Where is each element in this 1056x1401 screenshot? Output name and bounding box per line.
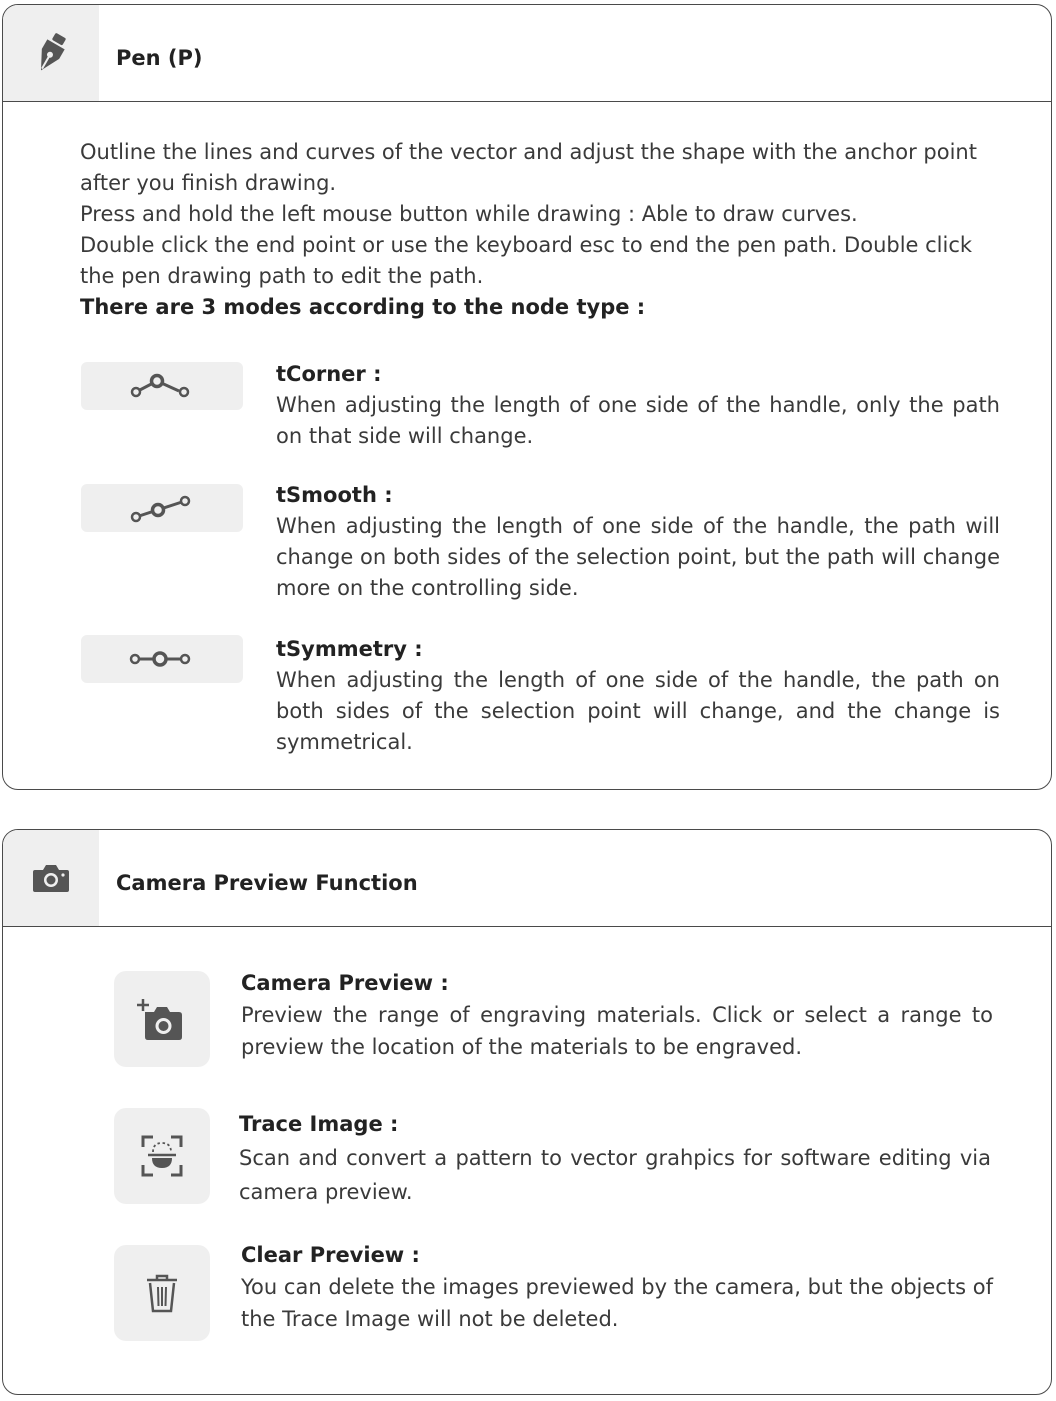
trace-scan-icon <box>114 1108 210 1204</box>
pen-card-title: Pen (P) <box>116 46 203 70</box>
clear-preview-text <box>241 1239 993 1335</box>
camera-card-header <box>3 830 1051 927</box>
pen-intro <box>80 137 1008 323</box>
trace-image-description: Scan and convert a pattern to vector grahpics for software editing via camera preview. <box>239 1146 991 1204</box>
trace-image-title: Trace Image : <box>239 1112 399 1136</box>
pen-tool-card <box>2 4 1052 790</box>
corner-mode-title: tCorner : <box>276 362 382 386</box>
symmetry-mode-description: When adjusting the length of one side of the handle, the path on both sides of the selection point will change, and the change is symmetrical. <box>276 668 1000 754</box>
symmetry-mode-title: tSymmetry : <box>276 637 423 661</box>
camera-preview-title: Camera Preview : <box>241 971 449 995</box>
corner-node-icon <box>81 362 243 410</box>
clear-preview-description: You can delete the images previewed by the camera, but the objects of the Trace Image will not be deleted. <box>241 1275 993 1331</box>
pen-intro-line: Double click the end point or use the keyboard esc to end the pen path. Double click the pen drawing path to edit the path. <box>80 233 973 288</box>
pen-nib-icon <box>3 5 99 101</box>
smooth-mode-description: When adjusting the length of one side of the handle, the path will change on both sides of the selection point, but the path will change more on the controlling side. <box>276 514 1000 600</box>
clear-preview-title: Clear Preview : <box>241 1243 420 1267</box>
camera-card-title: Camera Preview Function <box>116 871 418 895</box>
modes-heading: There are 3 modes according to the node type : <box>80 295 646 319</box>
camera-icon <box>3 830 99 926</box>
camera-add-icon <box>114 971 210 1067</box>
trash-icon <box>114 1245 210 1341</box>
pen-intro-line: Press and hold the left mouse button while drawing : Able to draw curves. <box>80 202 858 226</box>
pen-intro-line: Outline the lines and curves of the vector and adjust the shape with the anchor point after you finish drawing. <box>80 140 977 195</box>
symmetry-mode-text <box>276 634 1000 758</box>
corner-mode-description: When adjusting the length of one side of the handle, only the path on that side will change. <box>276 393 1000 448</box>
camera-preview-description: Preview the range of engraving materials. Click or select a range to preview the location of the materials to be engraved. <box>241 1003 993 1059</box>
smooth-node-icon <box>81 484 243 532</box>
symmetry-node-icon <box>81 635 243 683</box>
pen-card-header <box>3 5 1051 102</box>
corner-mode-text <box>276 359 1000 452</box>
smooth-mode-title: tSmooth : <box>276 483 393 507</box>
trace-image-text <box>239 1107 991 1209</box>
smooth-mode-text <box>276 480 1000 604</box>
camera-preview-card <box>2 829 1052 1395</box>
camera-preview-text <box>241 967 993 1063</box>
